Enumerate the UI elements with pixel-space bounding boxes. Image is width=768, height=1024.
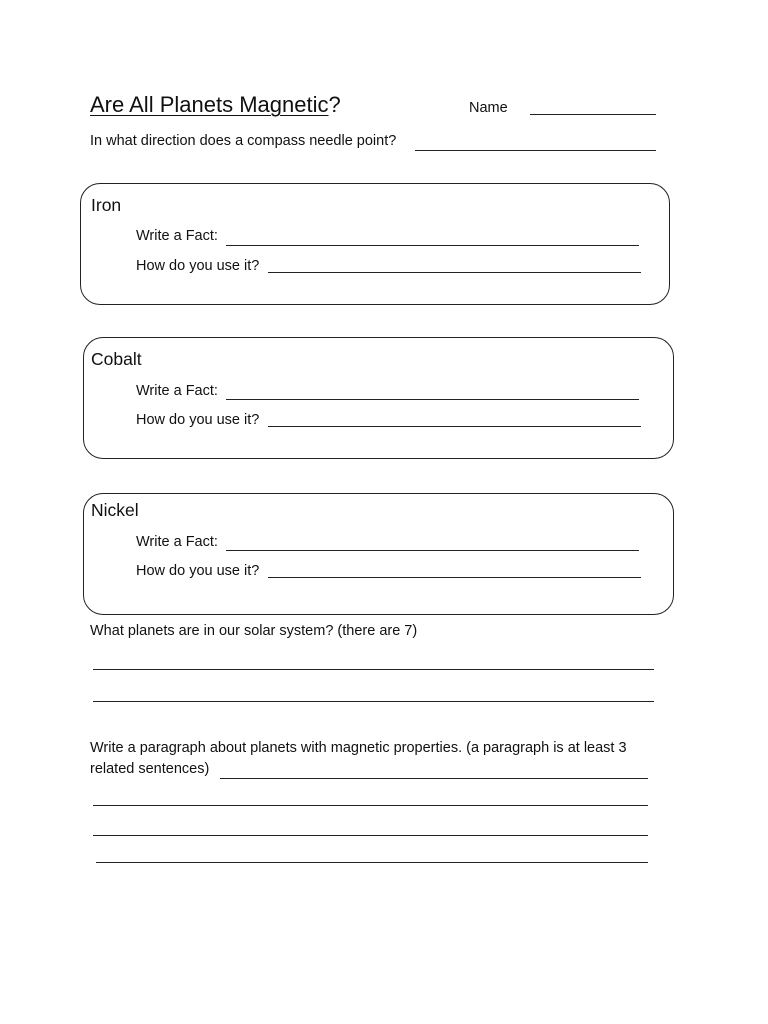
worksheet-title — [90, 92, 341, 118]
paragraph-answer-line[interactable] — [93, 805, 648, 806]
iron-section-box — [80, 183, 670, 305]
planets-answer-line[interactable] — [93, 669, 654, 670]
iron-fact-label: Write a Fact: — [136, 228, 218, 244]
cobalt-use-answer-line[interactable] — [268, 426, 641, 427]
paragraph-prompt-line1: Write a paragraph about planets with magnetic properties. (a paragraph is at least 3 — [90, 740, 627, 756]
name-answer-line[interactable] — [530, 114, 656, 115]
planets-answer-line[interactable] — [93, 701, 654, 702]
nickel-use-label: How do you use it? — [136, 563, 260, 579]
cobalt-use-label: How do you use it? — [136, 412, 260, 428]
paragraph-answer-line[interactable] — [96, 862, 648, 863]
nickel-fact-label: Write a Fact: — [136, 534, 218, 550]
paragraph-answer-line[interactable] — [93, 835, 648, 836]
iron-fact-answer-line[interactable] — [226, 245, 639, 246]
iron-section-title: Iron — [91, 195, 122, 215]
nickel-use-answer-line[interactable] — [268, 577, 641, 578]
paragraph-prompt-line2: related sentences) — [90, 761, 210, 777]
iron-use-label: How do you use it? — [136, 258, 260, 274]
nickel-fact-answer-line[interactable] — [226, 550, 639, 551]
cobalt-section-title: Cobalt — [91, 349, 142, 369]
worksheet-title-end: ? — [328, 92, 341, 117]
iron-use-answer-line[interactable] — [268, 272, 641, 273]
planets-question: What planets are in our solar system? (there are 7) — [90, 623, 418, 639]
compass-answer-line[interactable] — [415, 150, 656, 151]
name-label: Name — [469, 100, 508, 116]
cobalt-fact-label: Write a Fact: — [136, 383, 218, 399]
paragraph-answer-line[interactable] — [220, 778, 648, 779]
compass-question: In what direction does a compass needle point? — [90, 133, 397, 149]
nickel-section-box — [83, 493, 674, 615]
cobalt-fact-answer-line[interactable] — [226, 399, 639, 400]
nickel-section-title: Nickel — [91, 500, 139, 520]
worksheet-title-main: Are All Planets Magnetic — [90, 92, 329, 117]
